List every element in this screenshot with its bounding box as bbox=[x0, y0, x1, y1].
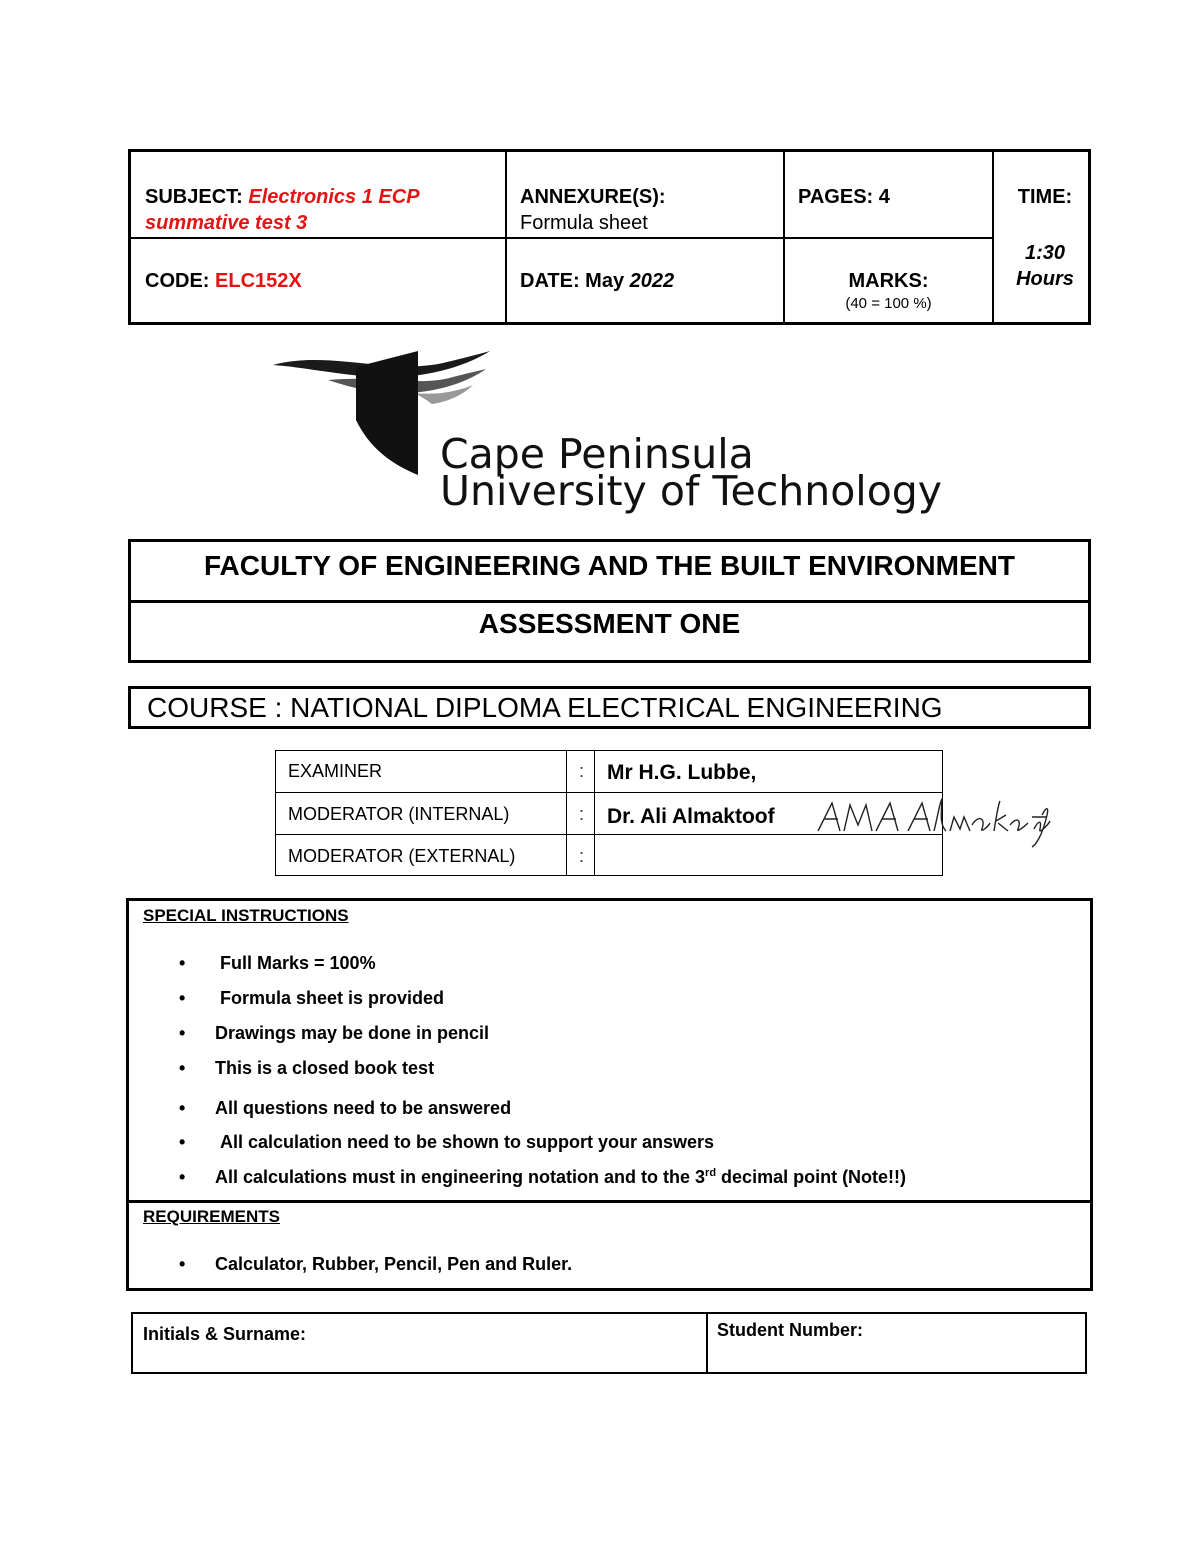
time-value bbox=[1006, 240, 1084, 292]
time-value-2: Hours bbox=[1016, 268, 1074, 290]
pages-label: PAGES: 4 bbox=[798, 186, 890, 208]
moderator-external-label: MODERATOR (EXTERNAL) bbox=[288, 846, 516, 866]
code-cell bbox=[145, 268, 302, 294]
list-item: • Formula sheet is provided bbox=[179, 988, 445, 1008]
marks-value: (40 = 100 %) bbox=[845, 295, 932, 312]
assessment-title: ASSESSMENT ONE bbox=[478, 608, 741, 639]
divider bbox=[131, 600, 1088, 603]
examiner-value: Mr H.G. Lubbe, bbox=[607, 761, 757, 784]
subject-cell bbox=[145, 184, 420, 236]
colon: : bbox=[579, 846, 585, 866]
subject-label: SUBJECT: bbox=[145, 186, 243, 208]
faculty-box bbox=[128, 539, 1091, 663]
annexure-label: ANNEXURE(S): bbox=[520, 186, 666, 208]
list-item: • Calculator, Rubber, Pencil, Pen and Ruler. bbox=[179, 1254, 573, 1274]
divider bbox=[129, 1200, 1090, 1203]
cput-logo bbox=[268, 345, 988, 535]
logo-line-2: University of Technology bbox=[440, 467, 943, 515]
code-value: ELC152X bbox=[215, 270, 302, 292]
colon: : bbox=[579, 804, 585, 824]
signature bbox=[810, 795, 1060, 855]
marks-label: MARKS: bbox=[848, 270, 929, 292]
date-label: DATE: May bbox=[520, 270, 625, 292]
divider bbox=[131, 237, 992, 239]
list-item: • This is a closed book test bbox=[179, 1058, 435, 1078]
annexure-value: Formula sheet bbox=[520, 212, 648, 234]
list-item: • Full Marks = 100% bbox=[179, 953, 376, 973]
list-item: • All questions need to be answered bbox=[179, 1098, 512, 1118]
time-value-1: 1:30 bbox=[1024, 242, 1066, 264]
annexure-cell bbox=[520, 184, 666, 236]
requirements-heading: REQUIREMENTS bbox=[143, 1207, 280, 1226]
time-label: TIME: bbox=[1017, 186, 1073, 208]
moderator-internal-value: Dr. Ali Almaktoof bbox=[607, 805, 775, 828]
course-title: COURSE : NATIONAL DIPLOMA ELECTRICAL ENGINEERING bbox=[128, 686, 1091, 729]
initials-surname-label: Initials & Surname: bbox=[143, 1324, 307, 1344]
date-value: 2022 bbox=[629, 270, 675, 292]
list-item: • All calculation need to be shown to support your answers bbox=[179, 1132, 715, 1152]
divider bbox=[706, 1314, 708, 1372]
subject-value-2: summative test 3 bbox=[145, 212, 308, 234]
logo-shield bbox=[356, 351, 418, 475]
date-cell bbox=[520, 268, 674, 294]
colon: : bbox=[579, 761, 585, 781]
subject-value: Electronics 1 ECP bbox=[248, 186, 420, 208]
logo-line-1: Cape Peninsula bbox=[440, 430, 754, 478]
signature-stroke bbox=[818, 799, 1050, 847]
list-item: • Drawings may be done in pencil bbox=[179, 1023, 490, 1043]
moderator-internal-label: MODERATOR (INTERNAL) bbox=[288, 804, 510, 824]
instructions-box bbox=[126, 898, 1093, 1291]
student-number-label: Student Number: bbox=[717, 1320, 863, 1340]
row-divider bbox=[276, 792, 942, 793]
col-divider bbox=[594, 751, 595, 875]
faculty-title: FACULTY OF ENGINEERING AND THE BUILT ENVIRONMENT bbox=[204, 550, 1015, 581]
student-details-box bbox=[131, 1312, 1087, 1374]
code-label: CODE: bbox=[145, 270, 210, 292]
divider bbox=[992, 152, 994, 322]
header-table bbox=[128, 149, 1091, 325]
examiner-label: EXAMINER bbox=[288, 761, 383, 781]
col-divider bbox=[566, 751, 567, 875]
special-instructions-heading: SPECIAL INSTRUCTIONS bbox=[143, 906, 349, 925]
list-item: • All calculations must in engineering notation and to the 3rd decimal point (Note!!) bbox=[179, 1167, 907, 1187]
